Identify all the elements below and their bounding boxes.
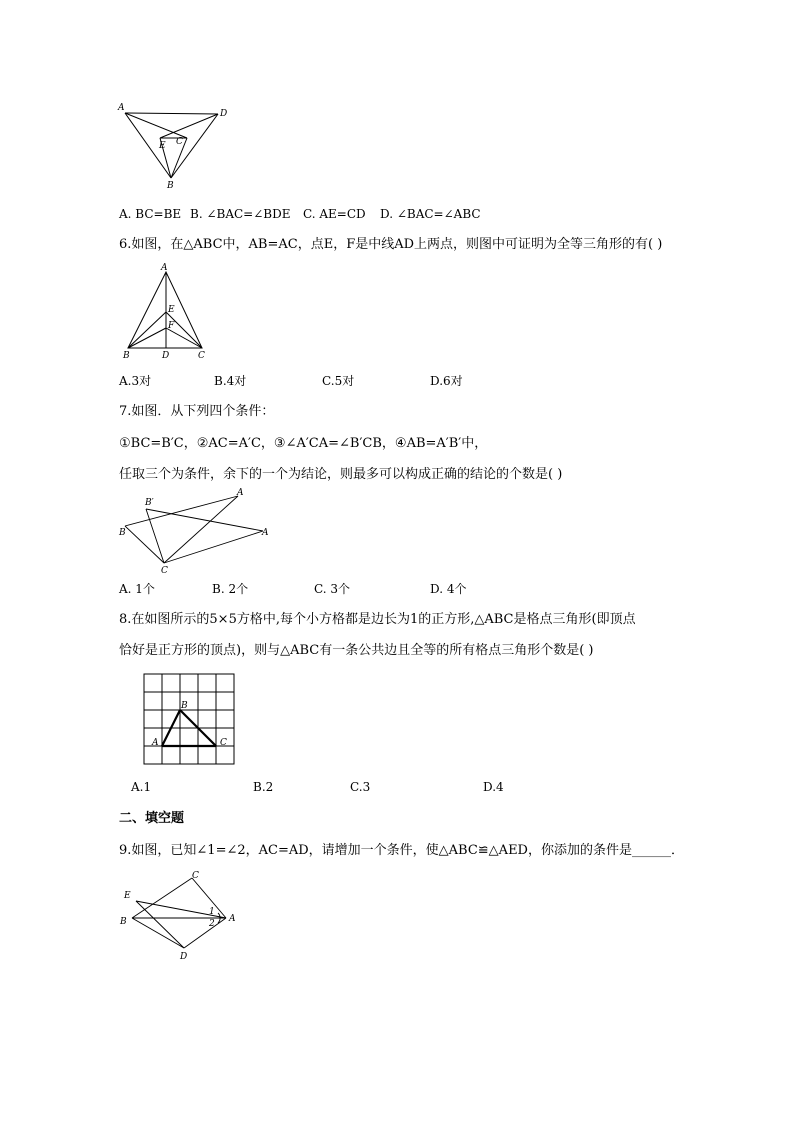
label-b: B (120, 917, 127, 927)
label-c: C (198, 351, 205, 361)
label-a: A (262, 528, 269, 538)
q6-option-b: B.4对 (214, 374, 247, 388)
label-a: A (118, 103, 125, 113)
label-a: A (229, 914, 236, 924)
q5-option-a: A. BC=BE (119, 207, 182, 221)
section-title: 二、填空题 (119, 811, 185, 826)
q7-option-b: B. 2个 (212, 582, 249, 596)
figure-q6 (118, 262, 218, 362)
figure-q7 (118, 488, 273, 576)
figure-q5 (115, 100, 235, 195)
label-e: E (159, 141, 166, 151)
label-f: F (168, 321, 175, 331)
q7-line-2: ①BC=B′C，②AC=A′C，③∠A′CA=∠B′CB，④AB=A′B′中， (119, 436, 488, 451)
label-c: C (192, 871, 199, 881)
label-d: D (162, 351, 170, 361)
q7-line-3: 任取三个为条件，余下的一个为结论，则最多可以构成正确的结论的个数是( ) (119, 467, 563, 482)
q5-option-c: C. AE=CD (303, 207, 366, 221)
label-a: A (152, 738, 159, 748)
label-d: D (220, 109, 228, 119)
label-b: B (119, 528, 126, 538)
q5-option-d: D. ∠BAC=∠ABC (380, 207, 481, 221)
q8-option-b: B.2 (253, 780, 274, 794)
figure-q9 (118, 868, 243, 963)
q8-option-c: C.3 (350, 780, 371, 794)
q7-line-1: 7.如图．从下列四个条件： (119, 404, 275, 419)
label-c: C (220, 738, 227, 748)
q8-option-d: D.4 (483, 780, 504, 794)
label-b: B (123, 351, 130, 361)
q8-line-1: 8.在如图所示的5×5方格中,每个小方格都是边长为1的正方形,△ABC是格点三角形(即顶点 (119, 612, 636, 627)
q7-option-a: A. 1个 (119, 582, 155, 596)
q7-option-c: C. 3个 (314, 582, 351, 596)
q9-text: 9.如图，已知∠1=∠2，AC=AD，请增加一个条件，使△ABC≌△AED，你添加的条件是______． (119, 843, 684, 858)
q8-line-2: 恰好是正方形的顶点)，则与△ABC有一条公共边且全等的所有格点三角形个数是( ) (119, 643, 594, 658)
label-c: C (161, 566, 168, 576)
label-e: E (168, 305, 175, 315)
label-d: D (180, 952, 188, 962)
label-angle-2: 2 (209, 919, 215, 929)
q5-option-b: B. ∠BAC=∠BDE (190, 207, 291, 221)
q6-option-c: C.5对 (322, 374, 355, 388)
label-b: B (181, 701, 188, 711)
q8-option-a: A.1 (131, 780, 152, 794)
label-b: B (167, 181, 174, 191)
label-angle-1: 1 (209, 907, 215, 917)
label-e: E (124, 891, 131, 901)
q6-option-a: A.3对 (119, 374, 152, 388)
label-a-prime: A (237, 488, 244, 498)
label-c: C (176, 137, 183, 147)
label-a: A (161, 263, 168, 273)
q7-option-d: D. 4个 (430, 582, 467, 596)
q6-option-d: D.6对 (430, 374, 463, 388)
q6-text: 6.如图，在△ABC中，AB=AC，点E，F是中线AD上两点，则图中可证明为全等三角形的有( ) (119, 237, 663, 252)
figure-q8-grid (138, 670, 243, 770)
label-b-prime: B′ (145, 498, 154, 508)
